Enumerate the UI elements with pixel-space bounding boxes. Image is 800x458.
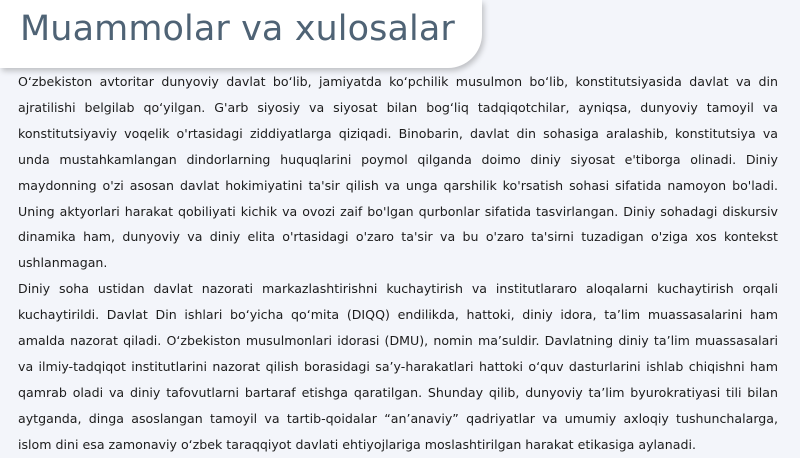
body-text bbox=[18, 69, 778, 458]
title-card bbox=[0, 0, 482, 68]
paragraph-2: Diniy soha ustidan davlat nazorati markazlashtirishni kuchaytirish va institutlararo aloqalarni kuchaytirish orqali kuchaytirildi. Davlat Din ishlari bo‘yicha qo‘mita (DIQQ) endilikda, hattoki, diniy idora, ta’lim muassasalarini ham amalda nazorat qiladi. O‘zbekiston musulmonlari idorasi (DMU), nomin ma’suldir. Davlatning diniy ta’lim muassasalari va ilmiy-tadqiqot institutlarini nazorat qilish borasidagi sa’y-harakatlari hattoki o‘quv dasturlarini ishlab chiqishni ham qamrab oladi va diniy tafovutlarni bartaraf etishga qaratilgan. Shunday qilib, dunyoviy ta’lim byurokratiyasi tili bilan aytganda, dinga asoslangan tamoyil va tartib-qoidalar “an’anaviy” qadriyatlar va umumiy axloqiy tushunchalarga, islom dini esa zamonaviy o‘zbek taraqqiyot davlati ehtiyojlariga moslashtirilgan harakat etikasiga aylanadi. bbox=[18, 281, 778, 452]
slide-title: Muammolar va xulosalar bbox=[20, 9, 455, 49]
paragraph-1: O‘zbekiston avtoritar dunyoviy davlat bo‘lib, jamiyatda ko‘pchilik musulmon bo‘lib, konstitutsiyasida davlat va din ajratilishi belgilab qo‘yilgan. G'arb siyosiy va siyosat bilan bog‘liq tadqiqotchilar, ayniqsa, dunyoviy tamoyil va konstitutsiyaviy voqelik o'rtasidagi ziddiyatlarga qiziqadi. Binobarin, davlat din sohasiga aralashib, konstitutsiya va unda mustahkamlangan dindorlarning huquqlarini poymol qilganda doimo diniy siyosat e'tiborga olinadi. Diniy maydonning o'zi asosan davlat hokimiyatini ta'sir qilish va unga qarshilik ko'rsatish sohasi sifatida namoyon bo'ladi. Uning aktyorlari harakat qobiliyati kichik va ovozi zaif bo'lgan qurbonlar sifatida tasvirlangan. Diniy sohadagi diskursiv dinamika ham, dunyoviy va diniy elita o'rtasidagi o'zaro ta'sir va bu o'zaro ta'sirni tuzadigan o'ziga xos kontekst ushlanmagan. bbox=[18, 74, 778, 271]
